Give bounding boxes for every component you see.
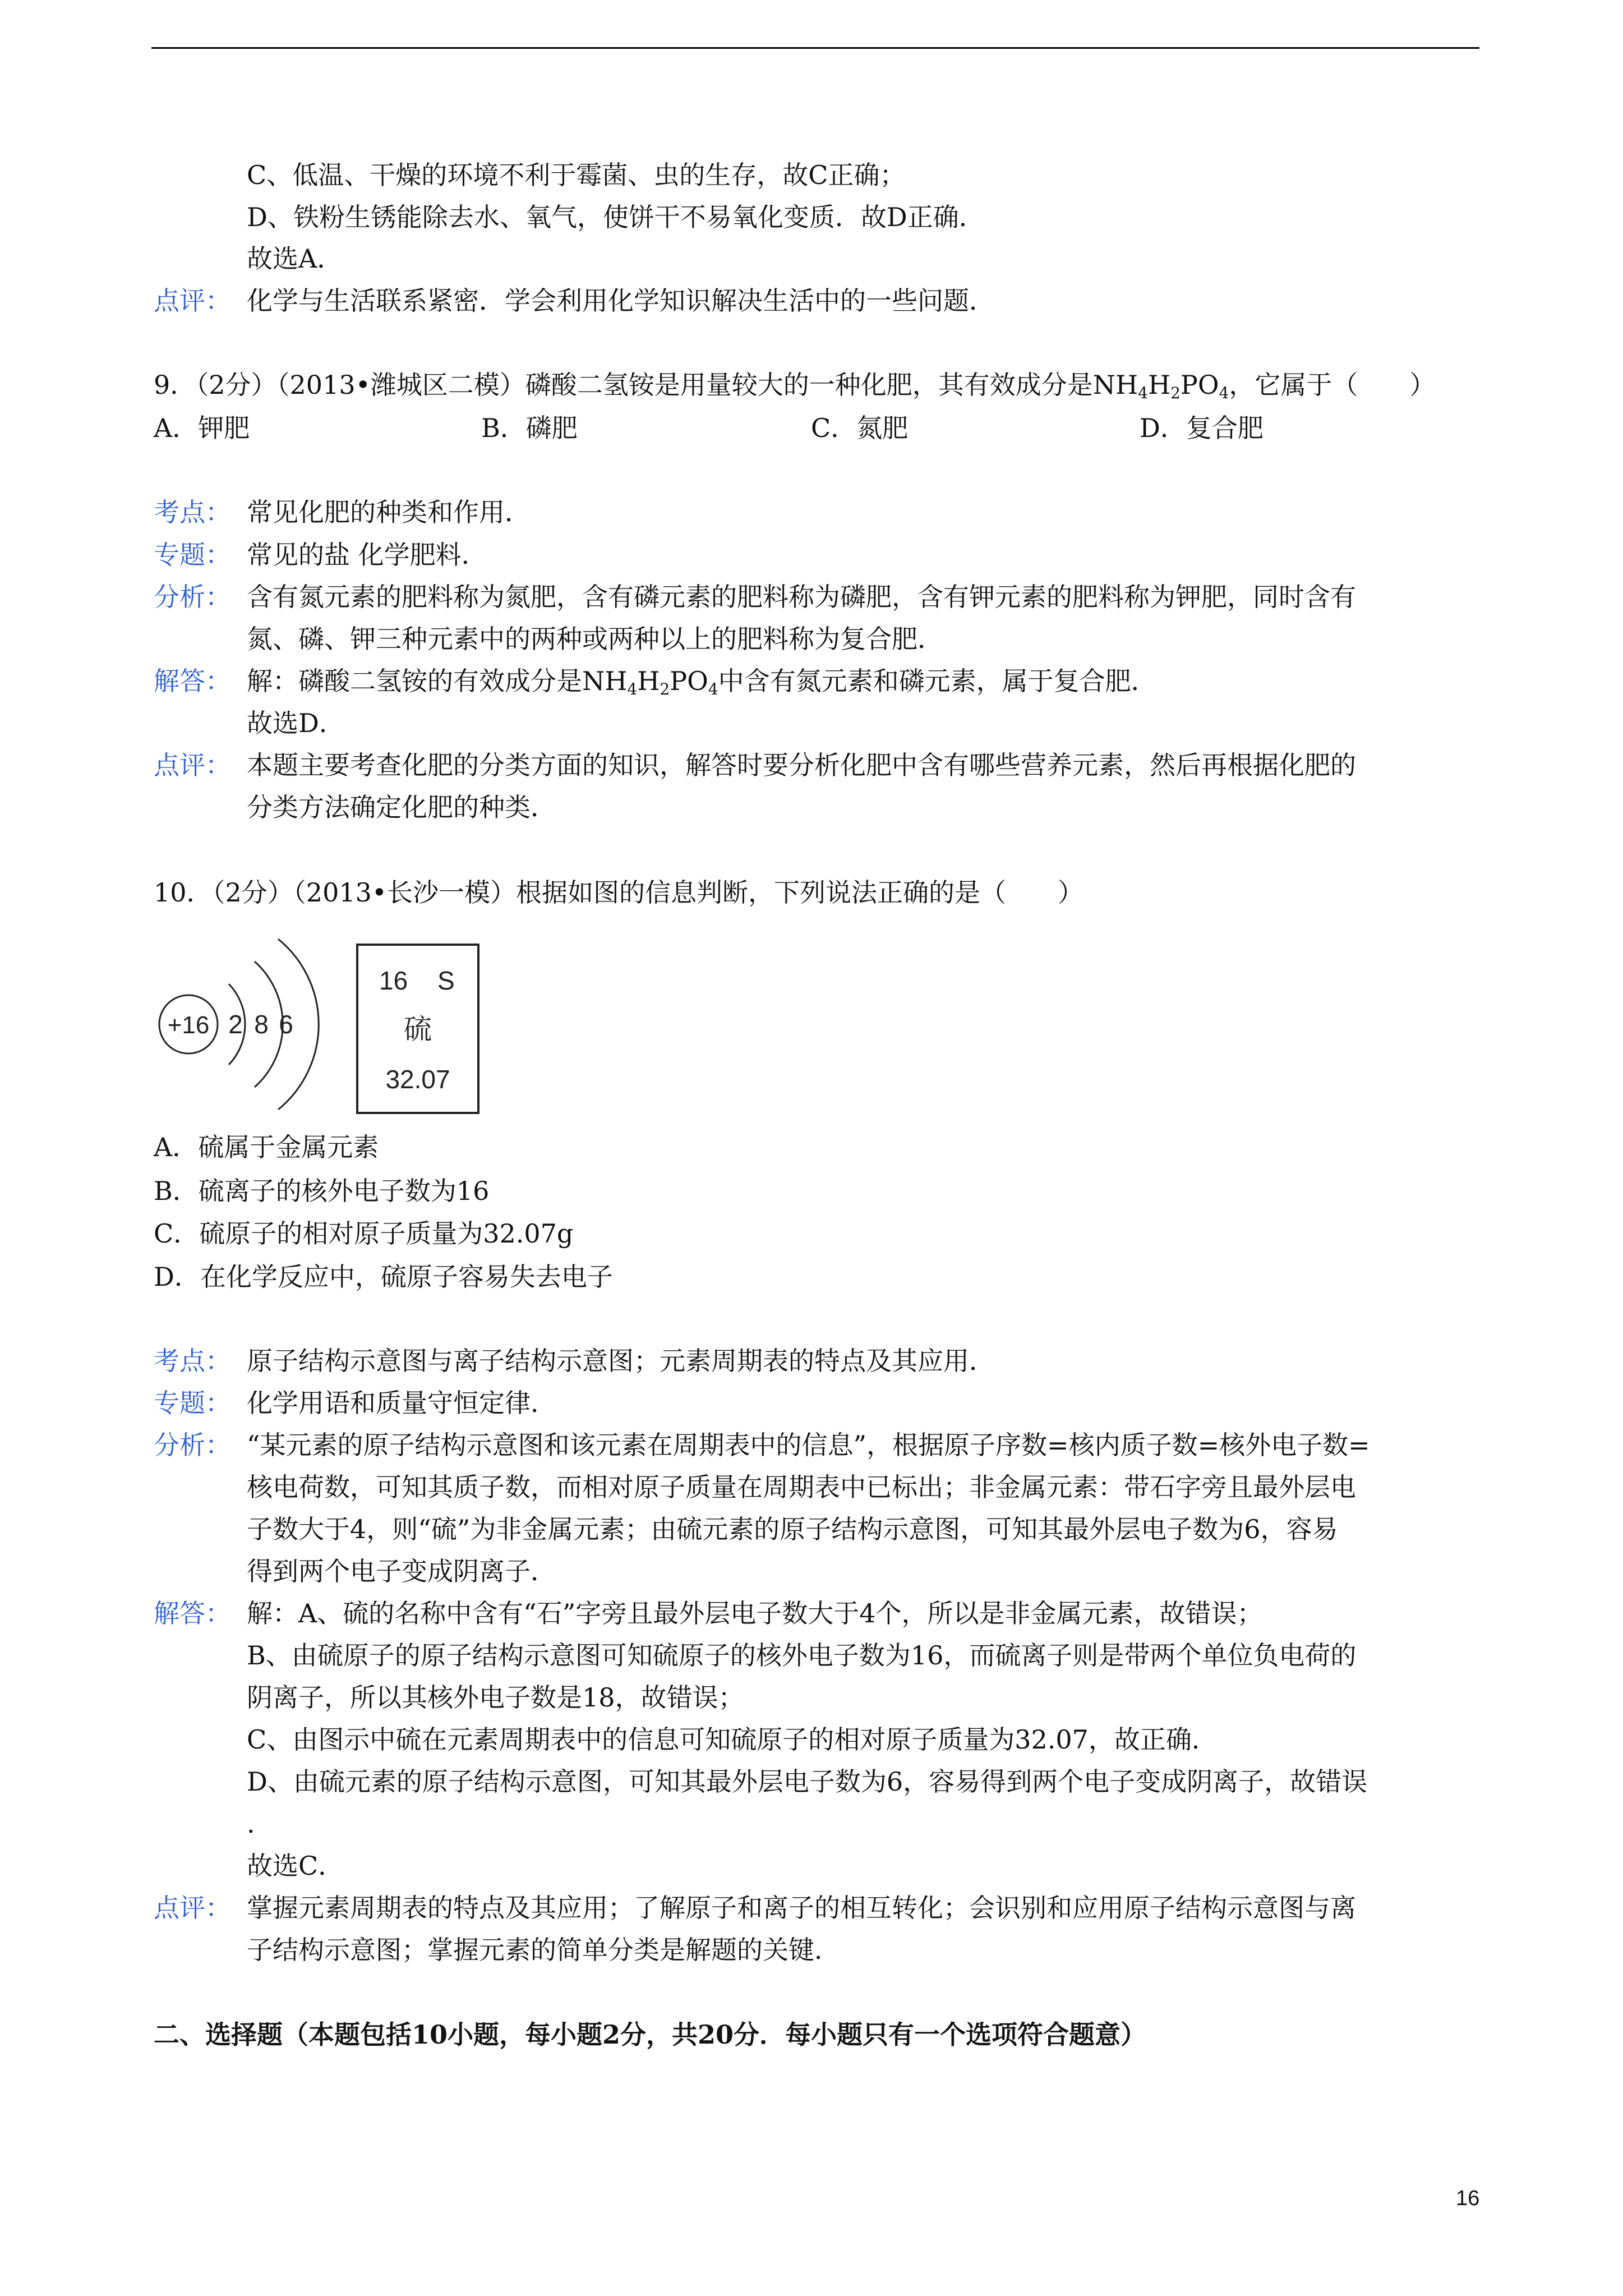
page-number: 16 (1456, 2187, 1480, 2210)
q10-fenxi-line-2: 核电荷数，可知其质子数，而相对原子质量在周期表中已标出；非金属元素：带石字旁且最外层电 (247, 1472, 1356, 1502)
atom-structure-diagram (159, 939, 319, 1110)
q10-fenxi-line-4: 得到两个电子变成阴离子． (247, 1556, 556, 1586)
q10-jieda-line-2: B、由硫原子的原子结构示意图可知硫原子的核外电子数为16，而硫离子则是带两个单位负电荷的 (247, 1640, 1357, 1671)
q9-fenxi-label: 分析： (154, 582, 231, 612)
q10-jieda-line-3: 阴离子，所以其核外电子数是18，故错误； (247, 1682, 744, 1713)
header-rule (151, 47, 1479, 49)
q9-stem (154, 370, 1436, 402)
q10-comment-line-1: 掌握元素周期表的特点及其应用；了解原子和离子的相互转化；会识别和应用原子结构示意图与离 (247, 1893, 1356, 1923)
q10-zhuanti: 化学用语和质量守恒定律． (247, 1388, 556, 1418)
q9-option-a: A．钾肥 (154, 413, 250, 443)
q9-option-b: B．磷肥 (481, 413, 578, 443)
q10-fenxi-line-3: 子数大于4，则“硫”为非金属元素；由硫元素的原子结构示意图，可知其最外层电子数为6，容易 (247, 1514, 1338, 1544)
q9-stem-prefix: 9．（2分）（2013•潍城区二模）磷酸二氢铵是用量较大的一种化肥，其有效成分是 (154, 370, 1093, 400)
q10-comment-line-2: 子结构示意图；掌握元素的简单分类是解题的关键． (247, 1935, 840, 1965)
q9-zhuanti-label: 专题： (154, 540, 231, 570)
section-2-heading: 二、选择题（本题包括10小题，每小题2分，共20分．每小题只有一个选项符合题意） (154, 2019, 1147, 2050)
q8-line-c: C、低温、干燥的环境不利于霉菌、虫的生存，故C正确； (247, 160, 906, 190)
shell-electrons-1: 2 (228, 1010, 243, 1039)
q9-option-c: C．氮肥 (811, 413, 909, 443)
q10-answer: 故选C． (247, 1851, 344, 1881)
q10-figure (151, 920, 510, 1122)
q10-jieda-line-1: 解：A、硫的名称中含有“石”字旁且最外层电子数大于4个，所以是非金属元素，故错误； (247, 1598, 1263, 1628)
q10-fenxi-line-1: “某元素的原子结构示意图和该元素在周期表中的信息”，根据原子序数=核内质子数=核外电子数= (247, 1430, 1370, 1460)
q10-jieda-line-5: D、由硫元素的原子结构示意图，可知其最外层电子数为6，容易得到两个电子变成阴离子，故错误 (247, 1766, 1368, 1797)
q10-kaodian: 原子结构示意图与离子结构示意图；元素周期表的特点及其应用． (247, 1346, 995, 1376)
q10-option-a: A．硫属于金属元素 (154, 1132, 379, 1162)
shell-electrons-3: 6 (279, 1010, 293, 1039)
q10-jieda-label: 解答： (154, 1598, 231, 1628)
q9-fenxi-line-1: 含有氮元素的肥料称为氮肥，含有磷元素的肥料称为磷肥，含有钾元素的肥料称为钾肥，同时含有 (247, 582, 1356, 612)
cell-element-name: 硫 (404, 1013, 432, 1046)
q10-jieda-line-6: . (247, 1809, 255, 1839)
q9-zhuanti: 常见的盐 化学肥料． (247, 540, 487, 570)
q8-comment-label: 点评： (154, 286, 231, 316)
q9-jieda-formula: $NH_4H_2PO_4$ (582, 666, 718, 698)
q9-comment-label: 点评： (154, 750, 231, 780)
periodic-table-cell (357, 945, 478, 1113)
q10-zhuanti-label: 专题： (154, 1388, 231, 1418)
q10-comment-label: 点评： (154, 1893, 231, 1923)
q9-option-d: D．复合肥 (1140, 413, 1264, 443)
q10-fenxi-label: 分析： (154, 1430, 231, 1460)
shell-electrons-2: 8 (254, 1010, 269, 1039)
q9-jieda: 解：磷酸二氢铵的有效成分是$NH_4H_2PO_4$中含有氮元素和磷元素，属于复合肥． (247, 666, 1157, 698)
q9-jieda-label: 解答： (154, 666, 231, 696)
q9-answer: 故选D． (247, 708, 345, 738)
nucleus-charge: +16 (167, 1011, 210, 1039)
q9-kaodian-label: 考点： (154, 497, 231, 527)
q8-line-d: D、铁粉生锈能除去水、氧气，使饼干不易氧化变质．故D正确． (247, 202, 985, 232)
q9-kaodian: 常见化肥的种类和作用． (247, 497, 531, 527)
cell-atomic-mass: 32.07 (385, 1065, 450, 1094)
cell-symbol: S (437, 966, 455, 995)
q9-stem-suffix: ，它属于（ ） (1229, 370, 1436, 400)
q9-comment-line-2: 分类方法确定化肥的种类． (247, 792, 556, 822)
q8-comment: 化学与生活联系紧密．学会利用化学知识解决生活中的一些问题． (247, 286, 995, 316)
q10-option-d: D．在化学反应中，硫原子容易失去电子 (154, 1262, 613, 1292)
q9-formula: $NH_4H_2PO_4$ (1092, 370, 1229, 402)
q10-jieda-line-4: C、由图示中硫在元素周期表中的信息可知硫原子的相对原子质量为32.07，故正确． (247, 1724, 1218, 1755)
q10-stem: 10．（2分）（2013•长沙一模）根据如图的信息判断，下列说法正确的是（ ） (154, 877, 1083, 908)
q10-option-c: C．硫原子的相对原子质量为32.07g (154, 1218, 574, 1249)
q9-comment-line-1: 本题主要考查化肥的分类方面的知识，解答时要分析化肥中含有哪些营养元素，然后再根据化肥的 (247, 750, 1356, 780)
q10-kaodian-label: 考点： (154, 1346, 231, 1376)
q8-answer: 故选A． (247, 243, 343, 274)
q10-option-b: B．硫离子的核外电子数为16 (154, 1176, 490, 1206)
q9-fenxi-line-2: 氮、磷、钾三种元素中的两种或两种以上的肥料称为复合肥． (247, 624, 943, 654)
cell-atomic-number: 16 (379, 966, 408, 995)
